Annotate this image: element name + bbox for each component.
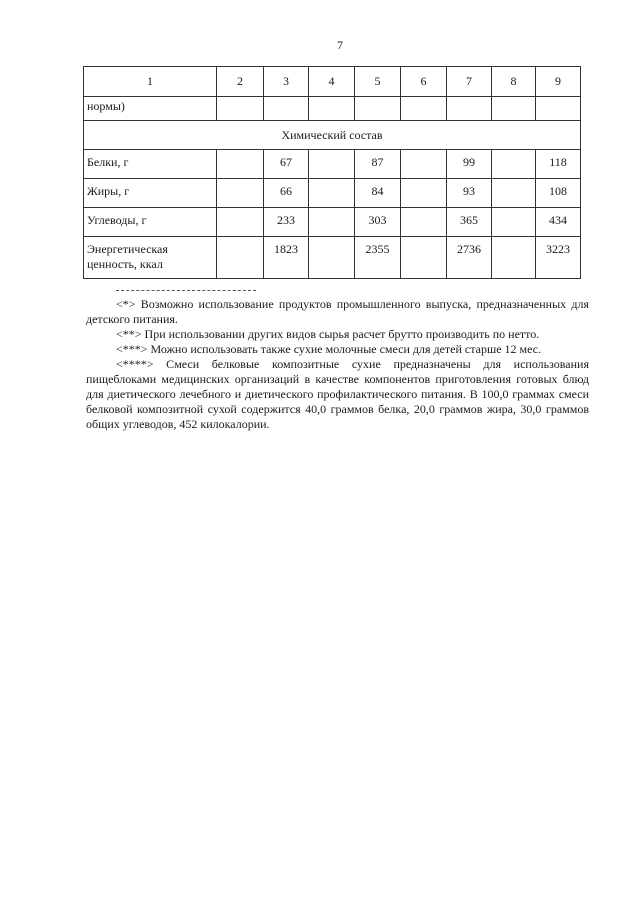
table-cell: 434 <box>536 208 581 237</box>
table-cell <box>217 179 264 208</box>
table-cell: 303 <box>355 208 401 237</box>
table-cell <box>401 208 447 237</box>
table-cell <box>309 208 355 237</box>
table-cell: 67 <box>264 150 309 179</box>
page-number: 7 <box>337 38 343 52</box>
section-row <box>84 121 581 150</box>
row-label: нормы) <box>84 97 217 121</box>
column-header: 2 <box>217 67 264 97</box>
table-cell: 2355 <box>355 237 401 279</box>
column-header: 8 <box>492 67 536 97</box>
row-label: Жиры, г <box>84 179 217 208</box>
table-row <box>84 179 581 208</box>
table-cell <box>401 179 447 208</box>
column-header: 6 <box>401 67 447 97</box>
footnote: <***> Можно использовать также сухие молочные смеси для детей старше 12 мес. <box>116 342 542 356</box>
column-header: 7 <box>447 67 492 97</box>
nutrition-table <box>83 66 581 279</box>
column-header: 1 <box>84 67 217 97</box>
table-cell: 3223 <box>536 237 581 279</box>
table-row <box>84 97 581 121</box>
footnotes <box>86 290 589 432</box>
table-cell: 84 <box>355 179 401 208</box>
column-header: 4 <box>309 67 355 97</box>
row-label: Углеводы, г <box>84 208 217 237</box>
table-cell: 1823 <box>264 237 309 279</box>
table-cell <box>492 150 536 179</box>
table-cell <box>492 208 536 237</box>
row-label <box>84 237 217 279</box>
table-cell: 118 <box>536 150 581 179</box>
table-cell: 108 <box>536 179 581 208</box>
table-row <box>84 237 581 279</box>
column-header: 5 <box>355 67 401 97</box>
table-cell: 365 <box>447 208 492 237</box>
table-cell: 233 <box>264 208 309 237</box>
table-cell <box>401 150 447 179</box>
footnote: <*> Возможно использование продуктов промышленного выпуска, предназначенных для детского питания. <box>86 297 589 326</box>
table-row <box>84 208 581 237</box>
table-cell <box>492 237 536 279</box>
section-title: Химический состав <box>84 121 581 150</box>
table-header-row <box>84 67 581 97</box>
row-label: Белки, г <box>84 150 217 179</box>
table-cell <box>309 237 355 279</box>
table-cell <box>217 150 264 179</box>
column-header: 9 <box>536 67 581 97</box>
table-cell: 99 <box>447 150 492 179</box>
table-cell <box>309 150 355 179</box>
table-cell: 87 <box>355 150 401 179</box>
table-cell <box>401 237 447 279</box>
table-cell: 2736 <box>447 237 492 279</box>
table-cell <box>309 179 355 208</box>
table-cell <box>492 179 536 208</box>
column-header: 3 <box>264 67 309 97</box>
row-label-line: ценность, ккал <box>87 257 163 271</box>
footnote: <****> Смеси белковые композитные сухие предназначены для использования пищеблоками медицинских организаций в качестве компонентов приготовления готовых блюд для диетического лечебного и диетического профилактического питания. В 100,0 граммах смеси белковой композитной сухой содержится 40,0 граммов белка, 20,0 граммов жира, 30,0 граммов общих углеводов, 452 килокалории. <box>86 357 589 431</box>
table-cell: 66 <box>264 179 309 208</box>
footnote: <**> При использовании других видов сырья расчет брутто производить по нетто. <box>116 327 540 341</box>
table-cell <box>217 237 264 279</box>
table-cell <box>217 208 264 237</box>
table-cell: 93 <box>447 179 492 208</box>
row-label-line: Энергетическая <box>87 242 168 256</box>
footnote-divider <box>116 290 256 291</box>
table-row <box>84 150 581 179</box>
